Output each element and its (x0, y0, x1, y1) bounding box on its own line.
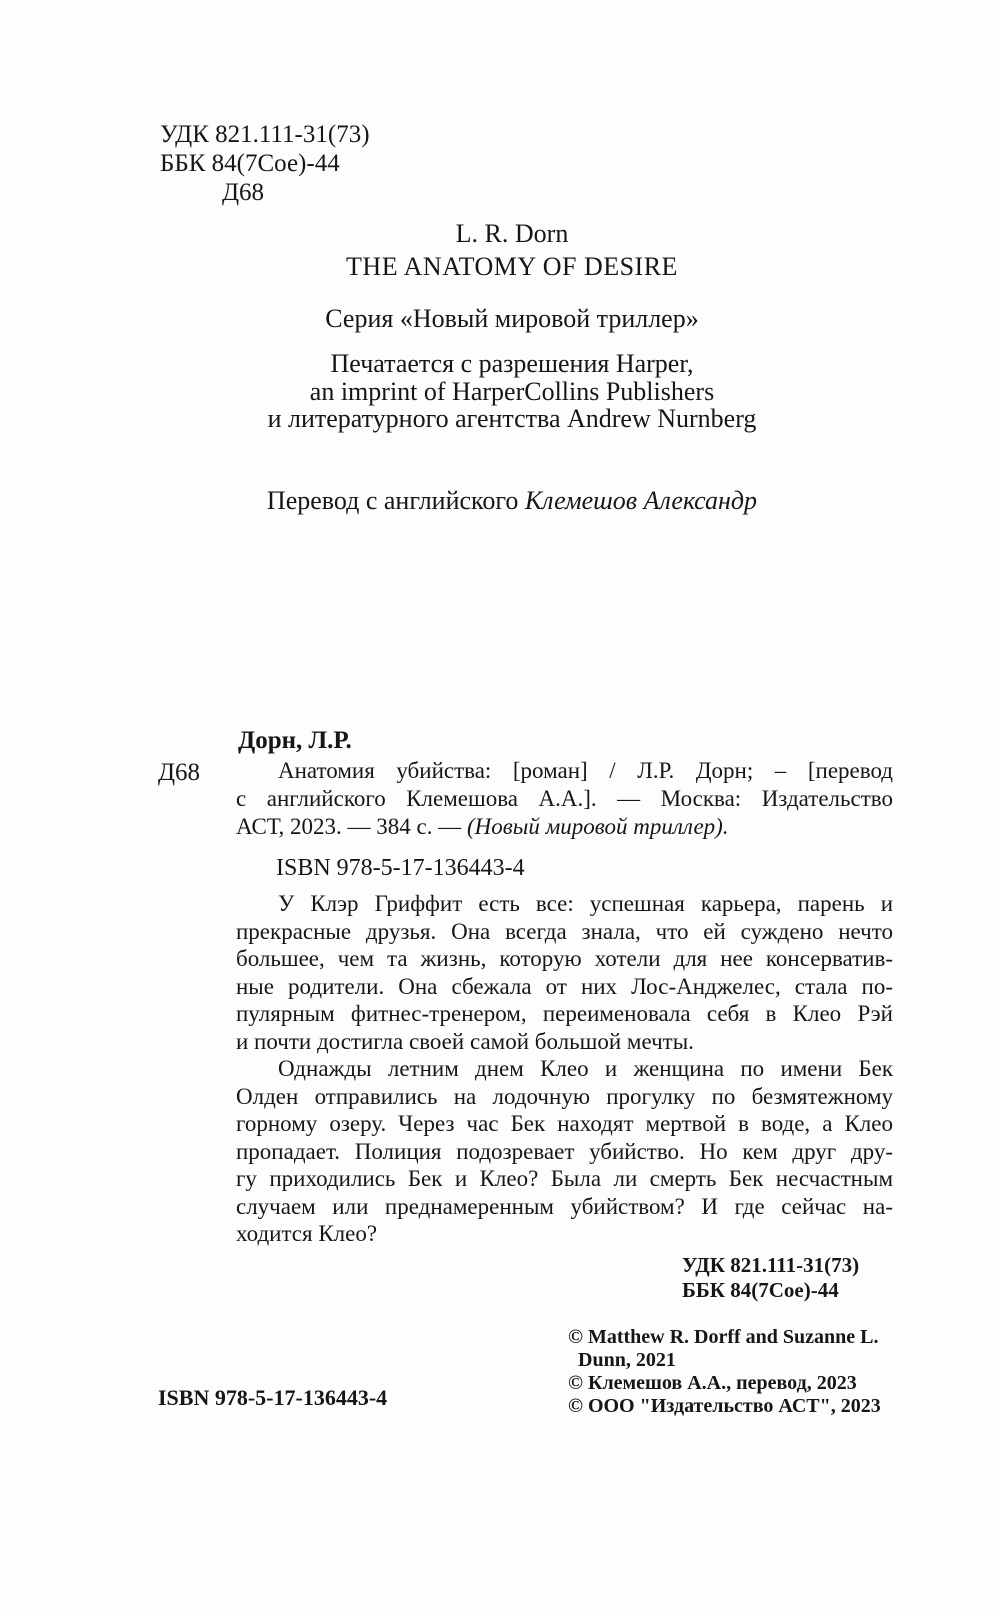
udk-line-bottom: УДК 821.111-31(73) (682, 1253, 860, 1277)
license-note (12, 350, 1000, 433)
bbk-line-bottom: ББК 84(7Сое)-44 (682, 1278, 839, 1302)
bottom-codes-block (682, 1253, 859, 1303)
text-line: с английского Клемешова А.А.]. — Москва: Издательство (236, 786, 893, 811)
text-line: ходится Клео? (236, 1221, 378, 1246)
text-line: горному озеру. Через час Бек находят мертвой в воде, а Клео (236, 1111, 893, 1136)
author-code-line: Д68 (222, 179, 265, 206)
text-line: пулярным фитнес-тренером, переименовала себя в Клео Рэй (236, 1001, 893, 1026)
annotation-paragraph-2 (236, 1055, 893, 1248)
copyright-block (568, 1326, 881, 1418)
annotation-paragraph-1 (236, 890, 893, 1055)
biblio-author-code: Д68 (158, 759, 201, 786)
bbk-line: ББК 84(7Сое)-44 (160, 150, 340, 177)
text-line: Анатомия убийства: [роман] / Л.Р. Дорн; – [перевод (278, 758, 893, 783)
license-line: Печатается с разрешения Harper, (330, 349, 694, 378)
translator-name: Клемешов Александр (524, 486, 758, 515)
series-line: Серия «Новый мировой триллер» (325, 304, 699, 333)
translation-line (12, 486, 1000, 516)
copyright-line-authors: © Matthew R. Dorff and Suzanne L. (568, 1326, 879, 1348)
text-line: случаем или преднамеренным убийством? И где сейчас на- (236, 1193, 893, 1219)
text-line: большее, чем та жизнь, которую хотели для нее консерватив- (236, 946, 893, 971)
license-line: an imprint of HarperCollins Publishers (309, 376, 715, 406)
license-line: и литературного агентства Andrew Nurnberg (267, 404, 757, 433)
text-line: пропадает. Полиция подозревает убийство. Но кем друг дру- (236, 1138, 893, 1164)
original-title: THE ANATOMY OF DESIRE (346, 252, 678, 281)
top-codes-block (160, 120, 370, 207)
copyright-line-publisher: © ООО "Издательство АСТ", 2023 (568, 1395, 881, 1417)
annotation-block (236, 890, 893, 1248)
text-line: ные родители. Она сбежала от них Лос-Анджелес, стала по- (236, 973, 893, 999)
text-line: гу приходились Бек и Клео? Была ли смерть Бек несчастным (236, 1166, 893, 1191)
biblio-entry-paragraph (236, 757, 893, 841)
text-line: прекрасные друзья. Она всегда знала, что ей суждено нечто (236, 918, 893, 944)
text-line: Однажды летним днем Клео и женщина по имени Бек (278, 1056, 893, 1081)
text-line: АСТ, 2023. — 384 с. — (Новый мировой триллер). (236, 814, 729, 839)
biblio-heading: Дорн, Л.Р. (238, 727, 352, 754)
copyright-line-authors-cont: Dunn, 2021 (578, 1349, 676, 1371)
udk-line: УДК 821.111-31(73) (160, 121, 370, 148)
text-line: Олден отправились на лодочную прогулку по безмятежному (236, 1083, 893, 1109)
author-name: L. R. Dorn (455, 219, 569, 248)
text-line: У Клэр Гриффит есть все: успешная карьера, парень и (278, 891, 893, 916)
copyright-line-translator: © Клемешов А.А., перевод, 2023 (568, 1372, 857, 1394)
text-line: и почти достигла своей самой большой мечты. (236, 1028, 694, 1054)
isbn-bottom: ISBN 978-5-17-136443-4 (158, 1385, 388, 1410)
biblio-isbn: ISBN 978-5-17-136443-4 (276, 855, 525, 881)
translation-prefix: Перевод с английского (266, 486, 525, 515)
